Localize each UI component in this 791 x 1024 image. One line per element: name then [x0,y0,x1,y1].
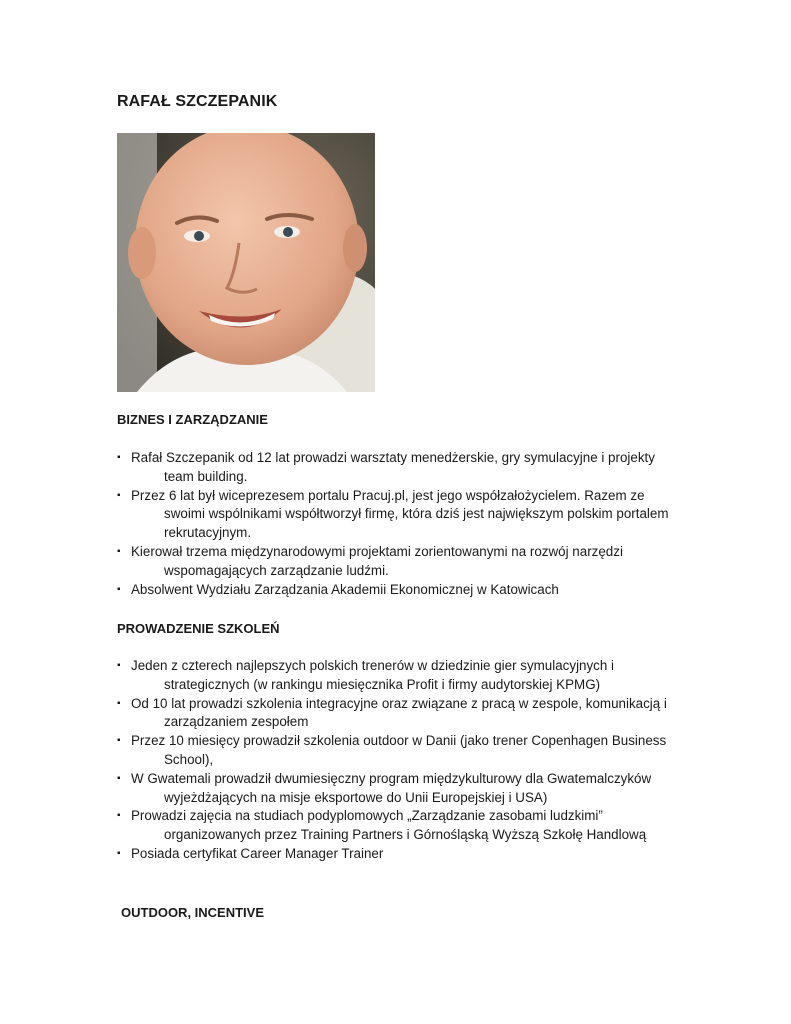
list-item: ▪ Jeden z czterech najlepszych polskich trenerów w dziedzinie gier symulacyjnych i strategicznych (w rankingu miesięcznika Profit i firmy audytorskiej KPMG) [117,657,677,695]
section-title-outdoor: OUTDOOR, INCENTIVE [121,905,265,920]
person-name: RAFAŁ SZCZEPANIK [117,93,278,110]
training-list [117,657,677,864]
list-item: ▪ W Gwatemali prowadził dwumiesięczny program międzykulturowy dla Gwatemalczyków wyjeżdżających na misje eksportowe do Unii Europejskiej i USA) [117,770,677,808]
portrait-photo [117,133,375,392]
section-title-business: BIZNES I ZARZĄDZANIE [117,412,268,427]
list-item: ▪ Przez 6 lat był wiceprezesem portalu Pracuj.pl, jest jego współzałożycielem. Razem ze swoimi wspólnikami współtworzył firmę, która dziś jest największym polskim portalem rekrutacyjnym. [117,487,677,543]
list-item: ▪ Posiada certyfikat Career Manager Trainer [117,845,677,864]
list-item: ▪ Absolwent Wydziału Zarządzania Akademii Ekonomicznej w Katowicach [117,581,677,600]
list-item: ▪ Prowadzi zajęcia na studiach podyplomowych „Zarządzanie zasobami ludzkimi” organizowanych przez Training Partners i Górnośląską Wyższą Szkołę Handlową [117,807,677,845]
list-item: ▪ Rafał Szczepanik od 12 lat prowadzi warsztaty menedżerskie, gry symulacyjne i projekty team building. [117,449,677,487]
list-item: ▪ Przez 10 miesięcy prowadził szkolenia outdoor w Danii (jako trener Copenhagen Business School), [117,732,677,770]
business-list [117,449,677,599]
section-title-training: PROWADZENIE SZKOLEŃ [117,621,280,636]
list-item: ▪ Kierował trzema międzynarodowymi projektami zorientowanymi na rozwój narzędzi wspomagających zarządzanie ludźmi. [117,543,677,581]
list-item: ▪ Od 10 lat prowadzi szkolenia integracyjne oraz związane z pracą w zespole, komunikacją i zarządzaniem zespołem [117,695,677,733]
